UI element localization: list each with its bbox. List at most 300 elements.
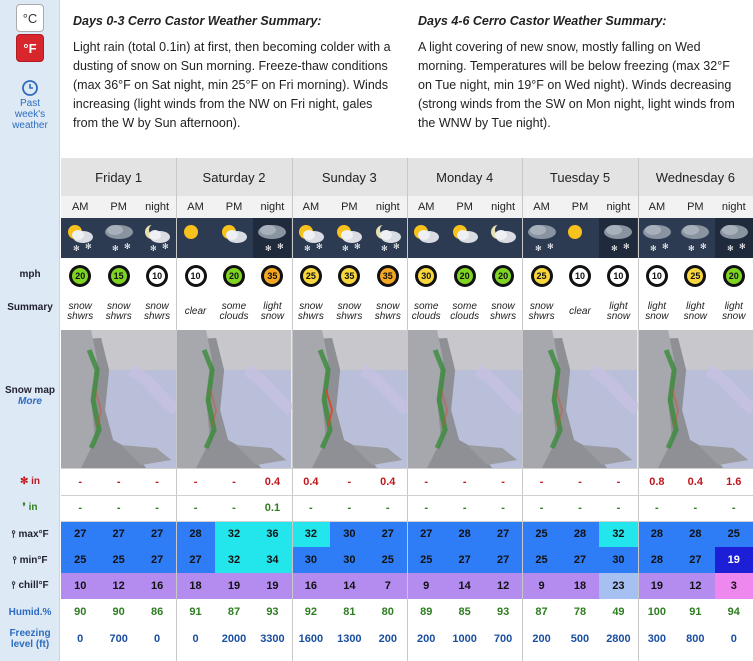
max-temp: 30 [330,521,368,547]
wind-speed: 20 [726,268,742,284]
svg-text:✻: ✻ [277,242,285,251]
period-header: night [484,196,522,218]
rain-amount: - [501,502,505,514]
wind-arrow-icon [146,265,168,287]
freezing-level: 0 [154,633,161,645]
summary-cell: snow shwrs [67,301,94,322]
freezing-level: 200 [417,633,436,645]
wind-arrow-icon [300,265,322,287]
wind-cell [599,258,637,294]
thermometer-icon: ⫯ [12,555,17,566]
summary-cell: some clouds [450,301,480,322]
humidity: 90 [74,606,87,618]
snow-map[interactable] [522,330,637,468]
wind-arrow-icon [338,265,360,287]
wind-chill: 12 [99,573,137,599]
freezing-level: 0 [77,633,84,645]
snow-map[interactable] [407,330,522,468]
min-temp: 34 [253,547,291,573]
wind-cell [369,258,407,294]
freezing-level: 0 [730,633,737,645]
wind-cell [292,258,330,294]
snow-map[interactable] [61,330,176,468]
min-temp: 25 [407,547,445,573]
wind-speed: 10 [149,268,165,284]
day-divider [176,158,177,661]
cloudy-snow-icon [638,218,676,258]
period-header: PM [445,196,483,218]
max-temp: 25 [715,521,753,547]
period-header: PM [99,196,137,218]
wind-cell [407,258,445,294]
partly-cloudy-night-snow-icon [369,218,407,258]
wind-arrow-icon [492,265,514,287]
svg-text:✻: ✻ [123,242,131,251]
summary-cell: light snow [260,301,285,322]
rain-amount: - [385,502,390,514]
snow-map[interactable] [638,330,753,468]
min-temp: 27 [138,547,176,573]
day-header: Friday 1 [61,158,176,196]
chill-row-label: ⫯ chill°F [11,580,49,591]
svg-text:✻: ✻ [649,244,657,253]
wind-cell [445,258,483,294]
summary-cell: snow shwrs [528,301,555,322]
min-temp: 30 [292,547,330,573]
rain-row-label: ❜ in [22,502,38,513]
snow-amount: - [616,475,621,488]
sunny-icon [561,218,599,258]
day-divider [638,158,639,661]
wind-speed: 15 [111,268,127,284]
freezing-level: 300 [647,633,667,645]
partly-cloudy-night-snow-icon [138,218,176,258]
min-temp: 27 [676,547,714,573]
summary-days-0-3 [61,0,406,150]
wind-arrow-icon [69,265,91,287]
min-temp: 28 [638,547,676,573]
snow-amount: - [116,475,121,488]
freezing-level: 1300 [337,633,362,645]
day-header: Saturday 2 [176,158,291,196]
partly-cloudy-snow-icon [330,218,368,258]
rain-amount: - [616,502,621,514]
summary-cell: some clouds [219,301,249,322]
summary-cell: clear [569,306,591,317]
wind-chill: 14 [330,573,368,599]
wind-arrow-icon [684,265,706,287]
wind-chill: 12 [484,573,522,599]
humidity: 93 [266,606,279,618]
wind-arrow-icon [377,265,399,287]
wind-cell [561,258,599,294]
snow-amount: - [501,475,505,488]
row-divider [61,495,753,496]
humidity: 49 [612,606,625,618]
rain-amount: - [347,502,352,514]
snow-amount: 1.6 [726,475,742,488]
min-temp: 25 [369,547,407,573]
humidity: 91 [689,606,702,618]
humidity: 90 [112,606,125,618]
humidity: 89 [420,606,433,618]
wind-arrow-icon [531,265,553,287]
past-weather-link[interactable]: Past week's weather [4,80,56,131]
wind-speed: 35 [264,268,280,284]
min-temp: 25 [522,547,560,573]
summary-text: A light covering of new snow, mostly falling on Wed morning. Temperatures will be below freezing (max 32°F on Tue night, min 19°F on Wed night). Winds decreasing (strong winds from the SW on Mon night, light winds from the WNW by Tue night). [418,40,735,130]
rain-amount: - [155,502,159,514]
rain-amount: 0.1 [264,502,281,514]
wind-speed: 25 [687,268,703,284]
wind-cell [215,258,253,294]
min-temp: 25 [99,547,137,573]
period-header: night [599,196,637,218]
freezing-level: 0 [192,633,199,645]
wind-chill: 19 [253,573,291,599]
snow-amount: - [232,475,236,488]
humid-row-label: Humid.% [8,607,52,618]
wind-arrow-icon [261,265,283,287]
wind-speed: 35 [380,268,396,284]
period-header: night [253,196,291,218]
partly-cloudy-icon [407,218,445,258]
partly-cloudy-snow-icon [292,218,330,258]
snow-map[interactable] [176,330,291,468]
svg-text:✻: ✻ [111,244,119,253]
summary-text: Light rain (total 0.1in) at first, then becoming colder with a dusting of snow on Sun morning. Freeze-thaw conditions (max 36°F on Sat night, min 25°F on Fri morning). Winds increasing (light winds from the NW on Fri night, gales from the W by Sun afternoon). [73,40,391,130]
max-temp: 27 [138,521,176,547]
wind-chill: 14 [445,573,483,599]
summary-cell: snow shwrs [336,301,363,322]
summary-cell: light snow [645,301,669,322]
humidity: 94 [727,606,740,618]
celsius-button[interactable]: °C [16,4,44,32]
cloudy-snow-icon [676,218,714,258]
partly-cloudy-snow-icon [61,218,99,258]
rain-amount: - [116,502,121,514]
svg-text:✻: ✻ [315,242,323,251]
summary-cell: snow shwrs [144,301,171,322]
snowmap-row-label: Snow map More [0,385,60,407]
day-header: Sunday 3 [292,158,407,196]
period-header: AM [61,196,99,218]
wind-chill: 18 [561,573,599,599]
freezing-level: 1000 [452,633,477,645]
wind-chill: 16 [138,573,176,599]
rain-amount: - [462,502,467,514]
freezing-row-label: Freezing level (ft) [9,628,51,650]
snow-amount: 0.4 [303,475,319,488]
svg-text:✻: ✻ [688,244,696,253]
wind-cell [638,258,676,294]
snow-amount: - [539,475,544,488]
wind-speed: 10 [188,268,204,284]
rain-amount: - [424,502,429,514]
row-divider [61,521,753,522]
wind-chill: 3 [715,573,753,599]
wind-speed: 10 [572,268,588,284]
partly-cloudy-night-icon [484,218,522,258]
cloudy-snow-icon [522,218,560,258]
wind-chill: 9 [407,573,445,599]
humidity: 100 [647,606,667,618]
freezing-level: 700 [109,633,128,645]
svg-text:✻: ✻ [726,244,734,253]
rain-amount: - [731,502,736,514]
snow-row-label: ✻ in [19,476,41,487]
rain-amount: - [309,502,313,514]
min-row-label: ⫯ min°F [12,555,48,566]
wind-arrow-icon [185,265,207,287]
svg-text:✻: ✻ [162,242,169,251]
wind-arrow-icon [108,265,130,287]
wind-chill: 9 [522,573,560,599]
summary-cell: snow shwrs [490,301,517,322]
period-header: PM [676,196,714,218]
freezing-level: 500 [570,633,590,645]
wind-speed: 10 [610,268,626,284]
day-divider [407,158,408,661]
rain-amount: - [232,502,236,514]
wind-chill: 12 [676,573,714,599]
min-temp: 27 [176,547,214,573]
svg-text:✻: ✻ [738,242,746,251]
wind-speed: 20 [226,268,242,284]
max-temp: 32 [292,521,330,547]
min-temp: 27 [445,547,483,573]
max-temp: 28 [561,521,599,547]
humidity: 87 [535,606,548,618]
wind-speed: 20 [72,268,88,284]
day-divider [292,158,293,661]
max-temp: 32 [599,521,637,547]
wind-arrow-icon [223,265,245,287]
freezing-level: 800 [686,633,705,645]
max-temp: 32 [215,521,253,547]
period-header: AM [638,196,676,218]
wind-cell [522,258,560,294]
period-header: AM [522,196,560,218]
wind-chill: 23 [599,573,637,599]
wind-cell [330,258,368,294]
sunny-icon [176,218,214,258]
max-temp: 28 [676,521,714,547]
wind-speed: 20 [457,268,473,284]
summary-cell: snow shwrs [105,301,132,322]
humidity: 86 [150,606,164,618]
wind-cell [676,258,714,294]
snowflake-icon: ✻ [19,476,29,487]
thermometer-icon: ⫯ [11,580,16,591]
snow-amount: 0.8 [649,475,665,488]
svg-text:✻: ✻ [303,244,311,253]
fahrenheit-button[interactable]: °F [16,34,44,62]
snow-amount: - [347,475,352,488]
period-header: PM [215,196,253,218]
svg-text:✻: ✻ [85,242,92,251]
snow-map[interactable] [292,330,407,468]
wind-chill: 19 [638,573,676,599]
rain-amount: - [693,502,698,514]
min-temp: 27 [561,547,599,573]
wind-cell [61,258,99,294]
svg-text:✻: ✻ [150,244,157,253]
wind-cell [99,258,137,294]
period-header: AM [292,196,330,218]
wind-speed: 25 [534,268,550,284]
humidity: 78 [573,606,587,618]
day-header: Tuesday 5 [522,158,637,196]
max-temp: 28 [445,521,483,547]
max-temp: 27 [484,521,522,547]
max-temp: 27 [61,521,99,547]
humidity: 87 [227,606,241,618]
rain-amount: - [539,502,544,514]
min-temp: 30 [599,547,637,573]
snow-amount: 0.4 [687,475,703,488]
period-header: night [369,196,407,218]
day-divider [522,158,523,661]
snowmap-more-link[interactable]: More [18,396,42,407]
summary-cell: some clouds [411,301,441,322]
cloudy-snow-night-icon [253,218,291,258]
cloudy-snow-icon [99,218,137,258]
period-header: PM [330,196,368,218]
wind-chill: 19 [215,573,253,599]
raindrop-icon: ❜ [22,502,26,513]
clock-icon [22,80,38,96]
summary-cell: light snow [722,301,746,322]
wind-arrow-icon [569,265,591,287]
min-temp: 32 [215,547,253,573]
min-temp: 19 [715,547,753,573]
snow-amount: - [424,475,429,488]
wind-row-label: mph [19,269,41,280]
svg-text:✻: ✻ [546,242,554,251]
min-temp: 30 [330,547,368,573]
max-temp: 27 [407,521,445,547]
freezing-level: 3300 [260,633,285,645]
wind-speed: 10 [649,268,665,284]
rain-amount: - [78,502,83,514]
wind-cell [715,258,753,294]
humidity: 81 [343,606,356,618]
wind-speed: 20 [495,268,511,284]
svg-text:✻: ✻ [623,242,631,251]
wind-arrow-icon [646,265,668,287]
summary-cell: snow shwrs [374,301,401,322]
wind-arrow-icon [723,265,745,287]
period-header: night [138,196,176,218]
row-divider [61,468,753,469]
max-temp: 25 [522,521,560,547]
humidity: 80 [381,606,394,618]
snow-amount: 0.4 [264,475,281,488]
freezing-level: 200 [378,633,397,645]
max-temp: 28 [638,521,676,547]
min-temp: 27 [484,547,522,573]
humidity: 91 [189,606,202,618]
wind-chill: 18 [176,573,214,599]
snow-amount: - [78,475,83,488]
period-header: PM [561,196,599,218]
svg-text:✻: ✻ [342,244,350,253]
period-header: night [715,196,753,218]
forecast-table [61,158,753,661]
max-temp: 36 [253,521,291,547]
rain-amount: - [193,502,198,514]
snow-amount: 0.4 [380,475,396,488]
summary-title: Days 4-6 Cerro Castor Weather Summary: [418,14,667,28]
wind-cell [484,258,522,294]
partly-cloudy-icon [445,218,483,258]
freezing-level: 2800 [606,633,631,645]
summary-cell: clear [184,306,207,317]
summary-cell: snow shwrs [297,301,324,322]
max-temp: 28 [176,521,214,547]
partly-cloudy-icon [215,218,253,258]
freezing-level: 2000 [221,633,247,645]
svg-text:✻: ✻ [661,242,669,251]
wind-speed: 25 [303,268,319,284]
wind-speed: 30 [418,268,434,284]
snow-amount: - [462,475,467,488]
summary-title: Days 0-3 Cerro Castor Weather Summary: [73,14,322,28]
wind-chill: 10 [61,573,99,599]
summary-days-4-6 [406,0,753,150]
thermometer-icon: ⫯ [11,529,16,540]
snow-amount: - [155,475,159,488]
snow-amount: - [193,475,198,488]
svg-text:✻: ✻ [392,242,400,251]
freezing-level: 1600 [298,633,324,645]
wind-cell [253,258,291,294]
wind-cell [138,258,176,294]
humidity: 85 [458,606,471,618]
summary-cell: light snow [683,301,707,322]
max-temp: 27 [99,521,137,547]
svg-text:✻: ✻ [354,242,362,251]
wind-chill: 7 [369,573,407,599]
max-row-label: ⫯ max°F [11,529,49,540]
humidity: 92 [304,606,317,618]
wind-chill: 16 [292,573,330,599]
snow-amount: - [578,475,582,488]
summary-cell: light snow [606,301,631,322]
rain-amount: - [655,502,659,514]
left-sidebar [0,0,60,661]
rain-amount: - [578,502,582,514]
min-temp: 25 [61,547,99,573]
humidity: 93 [496,606,510,618]
wind-arrow-icon [454,265,476,287]
wind-cell [176,258,214,294]
svg-text:✻: ✻ [73,244,80,253]
cloudy-snow-night-icon [715,218,753,258]
svg-text:✻: ✻ [700,242,708,251]
svg-text:✻: ✻ [611,244,619,253]
svg-text:✻: ✻ [265,244,273,253]
summary-row-label: Summary [7,302,53,313]
svg-text:✻: ✻ [534,244,542,253]
freezing-level: 200 [532,633,551,645]
max-temp: 27 [369,521,407,547]
freezing-level: 700 [493,633,513,645]
wind-arrow-icon [415,265,437,287]
day-header: Wednesday 6 [638,158,753,196]
day-header: Monday 4 [407,158,522,196]
